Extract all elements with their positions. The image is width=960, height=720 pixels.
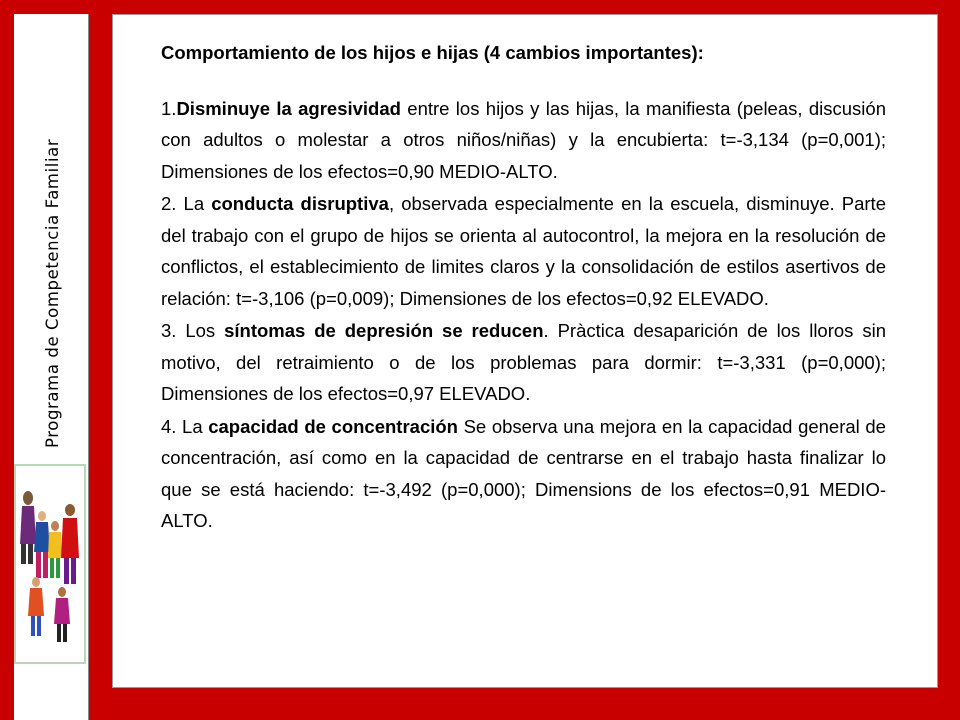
main-panel (112, 14, 938, 688)
item-bold: capacidad de concentración (208, 415, 458, 437)
item-text: entre los hijos y las hijas, la manifiesta (peleas, discusión con adultos o molestar a otros niños/niñas) y la encubierta: t=-3,134 (p=0,001); Dimensiones de los efectos=0,90 MEDIO-ALTO. (161, 97, 886, 182)
finding-item-2 (161, 188, 886, 314)
content (161, 37, 886, 538)
item-bold: síntomas de depresión se reducen (224, 320, 544, 341)
finding-item-1 (161, 93, 886, 188)
finding-item-4 (161, 411, 886, 537)
page-heading: Comportamiento de los hijos e hijas (4 cambios importantes): (161, 42, 704, 63)
item-prefix: 1. (161, 97, 177, 119)
item-text: . Pràctica desaparición de los lloros sin motivo, del retraimiento o de los problemas para dormir: t=-3,331 (p=0,000); Dimensiones de los efectos=0,97 ELEVADO. (161, 320, 886, 404)
item-text: , observada especialmente en la escuela, disminuye. Parte del trabajo con el grupo de hijos se orienta al autocontrol, la mejora en la resolución de conflictos, el establecimiento de limites claros y la consolidación de estilos asertivos de relación: t=-3,106 (p=0,009); Dimensiones de los efectos=0,92 ELEVADO. (161, 193, 886, 309)
sidebar-title: Programa de Competencia Familiar (43, 138, 62, 448)
item-text: Se observa una mejora en la capacidad general de concentración, así como en la capacidad de centrarse en el trabajo hasta finalizar lo que se está haciendo: t=-3,492 (p=0,000); Dimensions de los efectos=0,91 MEDIO-ALTO. (161, 415, 886, 531)
item-prefix: 3. Los (161, 320, 225, 341)
item-prefix: 2. La (161, 193, 212, 214)
item-bold: conducta disruptiva (211, 193, 389, 214)
finding-item-3 (161, 315, 886, 410)
item-bold: Disminuye la agresividad (176, 97, 401, 119)
family-figures-logo-icon (14, 464, 86, 664)
item-prefix: 4. La (161, 415, 209, 437)
